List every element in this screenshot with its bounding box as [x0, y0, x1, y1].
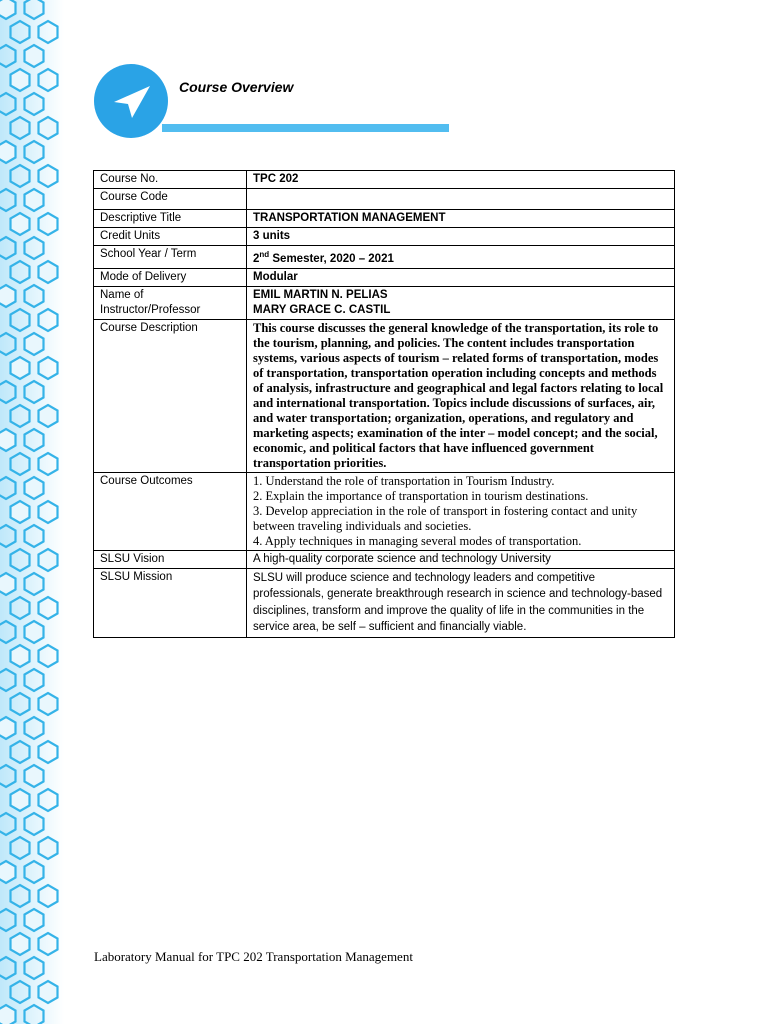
instructor-name-1: EMIL MARTIN N. PELIAS [253, 288, 388, 301]
course-description-value: This course discusses the general knowledge of the transportation, its role to the tourism, planning, and policies. The content includes transportation systems, various aspects of tourism – related forms of transportation, modes of transportation, transportation operation including concepts and methods of analysis, infrastructure and geographical and legal factors relating to local and international transportation. Topics include discussions of surfaces, air, and water transportation; organization, operations, and regulatory and marketing aspects; examination of the inter – model concept; and the social, economic, and political factors that have influenced government transportation priorities. [247, 319, 675, 472]
table-row [94, 189, 675, 210]
outcome-item: 3. Develop appreciation in the role of transport in fostering contact and unity between traveling individuals and societies. [253, 503, 638, 533]
course-no-label: Course No. [94, 171, 247, 189]
course-code-value [247, 189, 675, 210]
credit-units-value: 3 units [247, 228, 675, 246]
page-footer: Laboratory Manual for TPC 202 Transportation Management [94, 949, 413, 964]
hexagon-pattern-icon [0, 0, 64, 1024]
semester-ordinal: 2 [253, 252, 260, 265]
table-row [94, 550, 675, 568]
outcome-item: 4. Apply techniques in managing several modes of transportation. [253, 533, 582, 548]
course-no-value: TPC 202 [247, 171, 675, 189]
outcome-item: 2. Explain the importance of transportation in tourism destinations. [253, 488, 589, 503]
table-row [94, 246, 675, 269]
semester-ordinal-suffix: nd [259, 250, 270, 259]
descriptive-title-label: Descriptive Title [94, 210, 247, 228]
school-year-label: School Year / Term [94, 246, 247, 269]
vision-value: A high-quality corporate science and technology University [247, 550, 675, 568]
course-info-table [93, 170, 675, 638]
paper-plane-icon [94, 64, 168, 138]
instructor-label: Name of Instructor/Professor [94, 286, 247, 319]
semester-year: Semester, 2020 – 2021 [269, 252, 394, 265]
vision-label: SLSU Vision [94, 550, 247, 568]
table-row [94, 319, 675, 472]
course-description-label: Course Description [94, 319, 247, 472]
table-row [94, 210, 675, 228]
course-outcomes-value [247, 472, 675, 550]
table-row [94, 228, 675, 246]
credit-units-label: Credit Units [94, 228, 247, 246]
descriptive-title-value: TRANSPORTATION MANAGEMENT [247, 210, 675, 228]
mode-value: Modular [247, 268, 675, 286]
title-underline-bar [162, 124, 449, 132]
mode-label: Mode of Delivery [94, 268, 247, 286]
hexagon-border-decoration [0, 0, 64, 1024]
course-outcomes-label: Course Outcomes [94, 472, 247, 550]
table-row [94, 568, 675, 637]
table-row [94, 472, 675, 550]
instructor-value [247, 286, 675, 319]
course-overview-logo [94, 64, 168, 138]
course-code-label: Course Code [94, 189, 247, 210]
mission-label: SLSU Mission [94, 568, 247, 637]
table-row [94, 171, 675, 189]
instructor-name-2: MARY GRACE C. CASTIL [253, 303, 391, 316]
table-row [94, 268, 675, 286]
school-year-value [247, 246, 675, 269]
mission-value: SLSU will produce science and technology leaders and competitive professionals, generate breakthrough research in science and technology-based disciplines, transform and improve the quality of life in the communities in the service area, be self – sufficient and financially viable. [247, 568, 675, 637]
page-title: Course Overview [179, 79, 294, 95]
outcome-item: 1. Understand the role of transportation in Tourism Industry. [253, 473, 555, 488]
table-row [94, 286, 675, 319]
